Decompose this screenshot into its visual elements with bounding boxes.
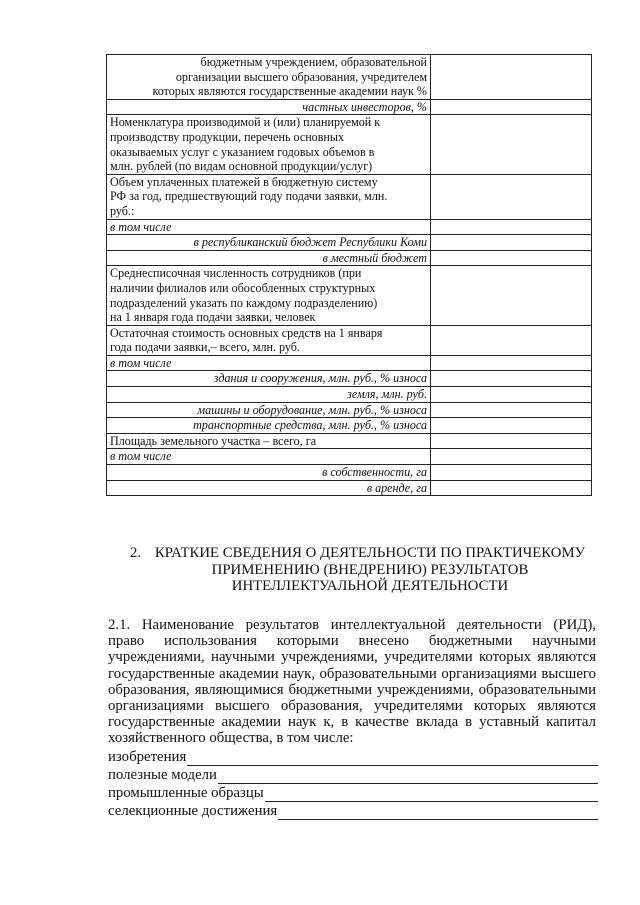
- paragraph-line: государственные академии наук к, в качестве вклада в уставный капитал: [108, 714, 596, 731]
- row-label: [107, 402, 431, 418]
- fill-line-industrial-designs[interactable]: [265, 788, 598, 802]
- table-row: [107, 266, 592, 325]
- row-label-line: которых являются государственные академии наук %: [152, 84, 427, 99]
- fill-field-inventions: [108, 749, 598, 766]
- row-label: [107, 371, 431, 387]
- row-label-line: в собственности, га: [322, 465, 427, 480]
- row-value-cell[interactable]: [431, 418, 592, 434]
- row-value-cell[interactable]: [431, 433, 592, 449]
- row-label-line: Площадь земельного участка – всего, га: [110, 433, 317, 448]
- row-value-cell[interactable]: [431, 480, 592, 496]
- row-value-cell[interactable]: [431, 55, 592, 100]
- heading-line-3: ИНТЕЛЛЕКТУАЛЬНОЙ ДЕЯТЕЛЬНОСТИ: [231, 578, 509, 595]
- row-label: [107, 449, 431, 465]
- table-row: [107, 433, 592, 449]
- table-row: [107, 418, 592, 434]
- fill-field-industrial-designs: [108, 785, 598, 802]
- row-label-line: в местный бюджет: [322, 250, 427, 265]
- row-value-cell[interactable]: [431, 355, 592, 371]
- row-label: [107, 235, 431, 251]
- row-label-line: Среднесписочная численность сотрудников (при: [110, 266, 362, 281]
- row-label-line: Остаточная стоимость основных средств на 1 января: [110, 325, 383, 340]
- table-row: [107, 449, 592, 465]
- table-body: [107, 55, 592, 496]
- row-label-line: в республиканский бюджет Республики Коми: [193, 235, 427, 250]
- row-value-cell[interactable]: [431, 99, 592, 115]
- row-label-line: оказываемых услуг с указанием годовых объемов в: [110, 144, 375, 159]
- row-label: [107, 174, 431, 219]
- row-label: [107, 99, 431, 115]
- row-label: [107, 250, 431, 266]
- table-row: [107, 402, 592, 418]
- paragraph-line: организациями высшего образования, учредителями которых являются: [108, 698, 596, 715]
- fill-line-breeding-achievements[interactable]: [278, 806, 598, 820]
- row-label: [107, 55, 431, 100]
- paragraph-line: 2.1. Наименование результатов интеллектуальной деятельности (РИД),: [108, 617, 596, 633]
- section-number: 2.: [130, 545, 142, 561]
- row-label-line: в аренде, га: [366, 480, 427, 495]
- table-row: [107, 235, 592, 251]
- table-row: [107, 387, 592, 403]
- row-label-line: транспортные средства, млн. руб., % износа: [193, 418, 427, 433]
- table-row: [107, 355, 592, 371]
- paragraph-line: хозяйственного общества, в том числе:: [108, 730, 354, 747]
- paragraph-line: право использования которыми внесено бюджетными научными: [108, 633, 596, 650]
- fill-label: промышленные образцы: [108, 785, 264, 801]
- row-label: [107, 418, 431, 434]
- row-label-line: Номенклатура производимой и (или) планируемой к: [110, 115, 381, 130]
- row-label: [107, 465, 431, 481]
- heading-line-2: ПРИМЕНЕНИЮ (ВНЕДРЕНИЮ) РЕЗУЛЬТАТОВ: [211, 561, 529, 578]
- row-value-cell[interactable]: [431, 465, 592, 481]
- row-label-line: частных инвесторов, %: [302, 99, 427, 114]
- table-row: [107, 219, 592, 235]
- row-value-cell[interactable]: [431, 402, 592, 418]
- row-label-line: в том числе: [110, 355, 172, 370]
- row-value-cell[interactable]: [431, 250, 592, 266]
- row-label: [107, 219, 431, 235]
- row-label-line: РФ за год, предшествующий году подачи заявки, млн.: [110, 189, 388, 204]
- row-label-line: года подачи заявки,– всего, млн. руб.: [110, 340, 300, 355]
- heading-line-1: КРАТКИЕ СВЕДЕНИЯ О ДЕЯТЕЛЬНОСТИ ПО ПРАКТИЧЕКОМУ: [154, 545, 586, 561]
- fill-label: полезные модели: [108, 767, 217, 783]
- row-value-cell[interactable]: [431, 235, 592, 251]
- row-label: [107, 266, 431, 325]
- table-row: [107, 480, 592, 496]
- table-row: [107, 250, 592, 266]
- row-label: [107, 480, 431, 496]
- row-label-line: наличии филиалов или обособленных структурных: [110, 280, 376, 295]
- row-value-cell[interactable]: [431, 266, 592, 325]
- fill-label: селекционные достижения: [108, 803, 278, 819]
- row-label-line: производству продукции, перечень основных: [110, 129, 345, 144]
- paragraph-line: учреждениями, научными учреждениями, учредителями которых являются: [108, 649, 596, 666]
- paragraph-line: государственные академии наук, образовательными организациями высшего: [108, 665, 596, 682]
- row-value-cell[interactable]: [431, 371, 592, 387]
- section-2-heading: [130, 545, 610, 595]
- row-label-line: в том числе: [110, 219, 172, 234]
- table-row: [107, 99, 592, 115]
- row-label: [107, 325, 431, 355]
- table-row: [107, 325, 592, 355]
- row-label-line: машины и оборудование, млн. руб., % износа: [197, 402, 427, 417]
- row-value-cell[interactable]: [431, 449, 592, 465]
- row-value-cell[interactable]: [431, 387, 592, 403]
- fill-field-utility-models: [108, 767, 598, 784]
- table-row: [107, 371, 592, 387]
- row-label-line: организации высшего образования, учредителем: [175, 69, 427, 84]
- row-label: [107, 355, 431, 371]
- row-label: [107, 115, 431, 174]
- row-value-cell[interactable]: [431, 174, 592, 219]
- row-label-line: руб.:: [110, 203, 135, 218]
- row-label-line: на 1 января года подачи заявки, человек: [110, 310, 316, 325]
- row-label-line: Объем уплаченных платежей в бюджетную систему: [110, 174, 378, 189]
- row-label-line: в том числе: [110, 449, 172, 464]
- fill-field-breeding-achievements: [108, 803, 598, 820]
- table-row: [107, 55, 592, 100]
- paragraph-line: образования, являющимися бюджетными учреждениями, образовательными: [108, 681, 596, 698]
- section-2-1-paragraph: [108, 617, 596, 747]
- fill-line-inventions[interactable]: [187, 752, 598, 766]
- fill-label: изобретения: [108, 749, 187, 765]
- table-row: [107, 115, 592, 174]
- row-value-cell[interactable]: [431, 115, 592, 174]
- row-value-cell[interactable]: [431, 219, 592, 235]
- row-value-cell[interactable]: [431, 325, 592, 355]
- row-label-line: млн. рублей (по видам основной продукции/услуг): [110, 159, 373, 174]
- row-label-line: подразделений указать по каждому подразделению): [110, 295, 378, 310]
- row-label-line: земля, млн. руб.: [347, 387, 427, 402]
- row-label-line: здания и сооружения, млн. руб., % износа: [213, 371, 427, 386]
- table-row: [107, 465, 592, 481]
- fill-line-utility-models[interactable]: [218, 770, 598, 784]
- row-label: [107, 387, 431, 403]
- row-label: [107, 433, 431, 449]
- enterprise-info-table: [106, 54, 592, 496]
- row-label-line: бюджетным учреждением, образовательной: [200, 55, 427, 69]
- table-row: [107, 174, 592, 219]
